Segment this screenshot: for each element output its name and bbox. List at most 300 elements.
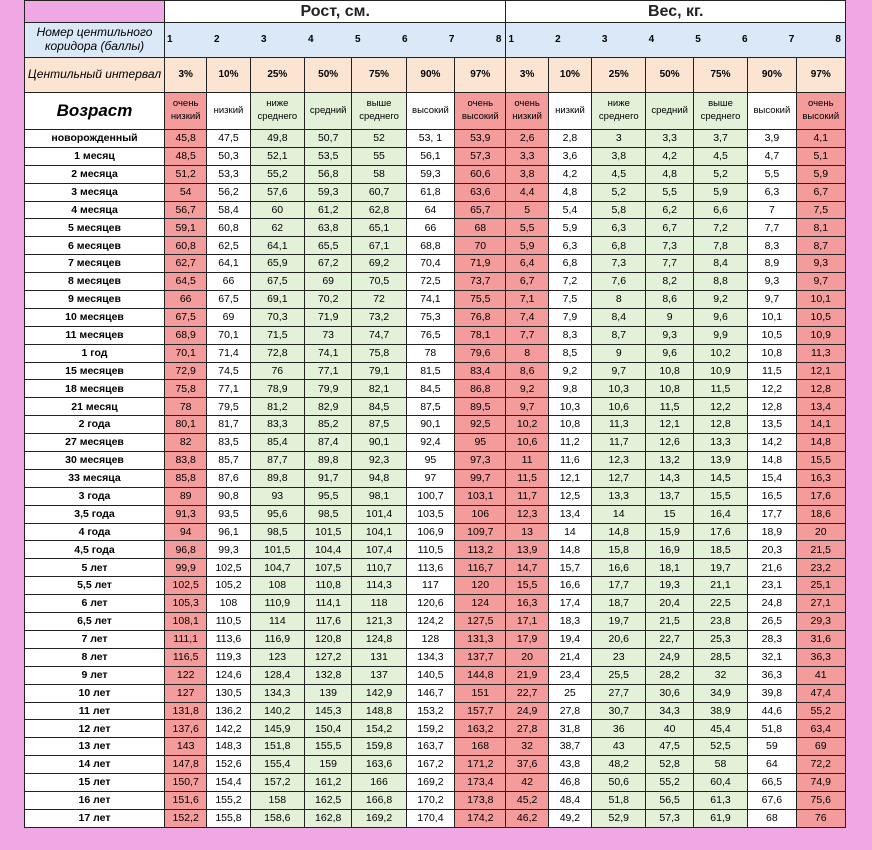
weight-value: 8,1 [796, 219, 845, 237]
weight-value: 7,2 [693, 219, 747, 237]
height-value: 71,5 [250, 326, 304, 344]
weight-value: 32 [506, 738, 548, 756]
weight-value: 6,4 [506, 255, 548, 273]
height-value: 59,3 [305, 183, 352, 201]
height-value: 104,1 [352, 523, 406, 541]
weight-value: 7,3 [592, 255, 646, 273]
height-value: 72,5 [406, 273, 454, 291]
height-value: 66 [165, 291, 207, 309]
weight-value: 11,6 [548, 452, 591, 470]
weight-value: 8 [506, 344, 548, 362]
table-row [25, 308, 846, 326]
percentile-header: 10% [548, 58, 591, 93]
weight-value: 3,7 [693, 130, 747, 148]
descriptor-cell: высокий [748, 93, 796, 130]
weight-value: 24,9 [646, 648, 693, 666]
weight-value: 4,2 [646, 147, 693, 165]
descriptor-cell: средний [305, 93, 352, 130]
weight-value: 3,9 [748, 130, 796, 148]
height-value: 163,6 [352, 756, 406, 774]
weight-value: 67,6 [748, 791, 796, 809]
weight-value: 13 [506, 523, 548, 541]
height-value: 102,5 [207, 559, 250, 577]
height-value: 76 [250, 362, 304, 380]
age-cell: 8 лет [25, 648, 165, 666]
height-value: 92,5 [455, 416, 506, 434]
weight-value: 14,7 [506, 559, 548, 577]
age-cell: 30 месяцев [25, 452, 165, 470]
weight-value: 14,8 [748, 452, 796, 470]
height-value: 74,7 [352, 326, 406, 344]
table-row [25, 362, 846, 380]
weight-value: 5,1 [796, 147, 845, 165]
height-value: 107,4 [352, 541, 406, 559]
weight-value: 38,7 [548, 738, 591, 756]
age-cell: 27 месяцев [25, 434, 165, 452]
table-row [25, 541, 846, 559]
corridor-number: 6 [401, 34, 408, 45]
table-row [25, 595, 846, 613]
weight-value: 9,6 [646, 344, 693, 362]
descriptor-cell: выше среднего [693, 93, 747, 130]
weight-value: 8,7 [796, 237, 845, 255]
weight-value: 4,5 [693, 147, 747, 165]
weight-value: 74,9 [796, 774, 845, 792]
corridor-number: 4 [307, 34, 314, 45]
height-value: 137,7 [455, 648, 506, 666]
weight-value: 13,7 [646, 487, 693, 505]
table-row [25, 774, 846, 792]
weight-value: 9,2 [506, 380, 548, 398]
height-corridor-numbers [165, 23, 506, 58]
height-value: 79,9 [305, 380, 352, 398]
height-value: 162,5 [305, 791, 352, 809]
table-row [25, 147, 846, 165]
height-value: 159,2 [406, 720, 454, 738]
height-value: 61,2 [305, 201, 352, 219]
height-value: 153,2 [406, 702, 454, 720]
weight-value: 11,3 [796, 344, 845, 362]
weight-value: 45,2 [506, 791, 548, 809]
weight-value: 75,6 [796, 791, 845, 809]
weight-value: 4,1 [796, 130, 845, 148]
height-value: 82 [165, 434, 207, 452]
height-value: 170,2 [406, 791, 454, 809]
height-value: 62,5 [207, 237, 250, 255]
weight-value: 12,3 [592, 452, 646, 470]
height-value: 93,5 [207, 505, 250, 523]
height-value: 111,1 [165, 630, 207, 648]
weight-value: 12,1 [646, 416, 693, 434]
percentile-header: 75% [352, 58, 406, 93]
weight-value: 18,9 [748, 523, 796, 541]
table-row [25, 344, 846, 362]
height-value: 107,5 [305, 559, 352, 577]
weight-value: 7,2 [548, 273, 591, 291]
weight-corridor-numbers [506, 23, 846, 58]
weight-value: 21,5 [646, 613, 693, 631]
weight-value: 8,6 [506, 362, 548, 380]
height-value: 72 [352, 291, 406, 309]
weight-value: 7,3 [646, 237, 693, 255]
table-row [25, 452, 846, 470]
weight-value: 34,9 [693, 684, 747, 702]
height-value: 94,8 [352, 469, 406, 487]
height-value: 63,8 [305, 219, 352, 237]
weight-value: 46,8 [548, 774, 591, 792]
height-value: 53,3 [207, 165, 250, 183]
height-value: 89,8 [250, 469, 304, 487]
height-value: 71,4 [207, 344, 250, 362]
height-value: 104,7 [250, 559, 304, 577]
weight-value: 51,8 [592, 791, 646, 809]
percentile-header: 50% [646, 58, 693, 93]
height-value: 150,7 [165, 774, 207, 792]
height-value: 169,2 [352, 809, 406, 827]
weight-value: 13,5 [748, 416, 796, 434]
weight-value: 20,4 [646, 595, 693, 613]
corridor-number: 7 [448, 34, 455, 45]
height-value: 100,7 [406, 487, 454, 505]
weight-value: 49,2 [548, 809, 591, 827]
weight-value: 59 [748, 738, 796, 756]
height-value: 69 [305, 273, 352, 291]
height-value: 53,5 [305, 147, 352, 165]
height-value: 72,9 [165, 362, 207, 380]
weight-value: 4,4 [506, 183, 548, 201]
weight-value: 15,8 [592, 541, 646, 559]
height-value: 155,4 [250, 756, 304, 774]
table-row [25, 577, 846, 595]
height-value: 65,9 [250, 255, 304, 273]
age-cell: 2 месяца [25, 165, 165, 183]
height-value: 116,7 [455, 559, 506, 577]
height-value: 102,5 [165, 577, 207, 595]
descriptor-cell: очень низкий [165, 93, 207, 130]
height-value: 70,4 [406, 255, 454, 273]
table-row [25, 809, 846, 827]
weight-value: 3,8 [592, 147, 646, 165]
weight-value: 28,3 [748, 630, 796, 648]
descriptor-cell: очень низкий [506, 93, 548, 130]
corridor-label: Номер центильного коридора (баллы) [25, 23, 165, 58]
weight-value: 15,9 [646, 523, 693, 541]
weight-value: 20 [796, 523, 845, 541]
height-value: 151 [455, 684, 506, 702]
weight-value: 8,2 [646, 273, 693, 291]
percentile-header: 25% [592, 58, 646, 93]
weight-value: 14,8 [548, 541, 591, 559]
height-value: 142,9 [352, 684, 406, 702]
percentile-header: 10% [207, 58, 250, 93]
height-value: 67,5 [207, 291, 250, 309]
weight-value: 14,1 [796, 416, 845, 434]
height-value: 142,2 [207, 720, 250, 738]
age-cell: 2 года [25, 416, 165, 434]
weight-value: 5,9 [693, 183, 747, 201]
percentile-header: 25% [250, 58, 304, 93]
height-value: 146,7 [406, 684, 454, 702]
weight-value: 43,8 [548, 756, 591, 774]
weight-value: 10,1 [796, 291, 845, 309]
weight-value: 15,4 [748, 469, 796, 487]
weight-value: 9 [592, 344, 646, 362]
height-value: 55 [352, 147, 406, 165]
table-row [25, 720, 846, 738]
corridor-number: 8 [835, 34, 841, 45]
height-value: 101,4 [352, 505, 406, 523]
weight-value: 24,8 [748, 595, 796, 613]
weight-value: 14,8 [796, 434, 845, 452]
weight-value: 10,6 [592, 398, 646, 416]
height-value: 157,7 [455, 702, 506, 720]
height-value: 154,4 [207, 774, 250, 792]
weight-value: 55,2 [796, 702, 845, 720]
height-value: 151,6 [165, 791, 207, 809]
weight-value: 7,7 [748, 219, 796, 237]
table-row [25, 380, 846, 398]
height-value: 54 [165, 183, 207, 201]
table-row [25, 630, 846, 648]
height-value: 93 [250, 487, 304, 505]
height-value: 65,7 [455, 201, 506, 219]
weight-value: 29,3 [796, 613, 845, 631]
table-row [25, 165, 846, 183]
age-cell: 16 лет [25, 791, 165, 809]
weight-value: 17,9 [506, 630, 548, 648]
height-value: 101,5 [305, 523, 352, 541]
weight-value: 47,5 [646, 738, 693, 756]
table-row [25, 416, 846, 434]
weight-value: 7,6 [592, 273, 646, 291]
height-value: 89,5 [455, 398, 506, 416]
weight-value: 6,3 [548, 237, 591, 255]
height-value: 79,6 [455, 344, 506, 362]
weight-value: 36,3 [796, 648, 845, 666]
weight-value: 10,5 [796, 308, 845, 326]
age-cell: 7 лет [25, 630, 165, 648]
weight-value: 45,4 [693, 720, 747, 738]
height-value: 60,8 [165, 237, 207, 255]
weight-value: 32,1 [748, 648, 796, 666]
height-value: 97 [406, 469, 454, 487]
weight-value: 5,5 [646, 183, 693, 201]
height-value: 62 [250, 219, 304, 237]
weight-value: 57,3 [646, 809, 693, 827]
weight-value: 64 [748, 756, 796, 774]
corridor-number: 3 [601, 34, 608, 45]
weight-value: 26,5 [748, 613, 796, 631]
height-value: 96,1 [207, 523, 250, 541]
weight-value: 10,9 [796, 326, 845, 344]
weight-value: 13,3 [693, 434, 747, 452]
age-cell: 17 лет [25, 809, 165, 827]
height-value: 127 [165, 684, 207, 702]
weight-value: 7,5 [796, 201, 845, 219]
height-value: 148,3 [207, 738, 250, 756]
height-value: 95,6 [250, 505, 304, 523]
height-value: 159,8 [352, 738, 406, 756]
height-value: 58,4 [207, 201, 250, 219]
age-cell: 6 лет [25, 595, 165, 613]
age-cell: 7 месяцев [25, 255, 165, 273]
weight-value: 9,7 [748, 291, 796, 309]
height-value: 95,5 [305, 487, 352, 505]
height-value: 127,2 [305, 648, 352, 666]
height-value: 174,2 [455, 809, 506, 827]
height-value: 58 [352, 165, 406, 183]
height-value: 163,7 [406, 738, 454, 756]
height-value: 173,4 [455, 774, 506, 792]
age-cell: 5,5 лет [25, 577, 165, 595]
height-value: 77,1 [305, 362, 352, 380]
table-row [25, 237, 846, 255]
weight-value: 13,9 [693, 452, 747, 470]
height-value: 56,1 [406, 147, 454, 165]
descriptor-cell: средний [646, 93, 693, 130]
age-cell: 3 года [25, 487, 165, 505]
weight-value: 52,5 [693, 738, 747, 756]
weight-value: 19,7 [592, 613, 646, 631]
weight-value: 47,4 [796, 684, 845, 702]
weight-value: 63,4 [796, 720, 845, 738]
height-value: 57,6 [250, 183, 304, 201]
age-cell: 3 месяца [25, 183, 165, 201]
height-value: 96,8 [165, 541, 207, 559]
weight-value: 7,4 [506, 308, 548, 326]
weight-value: 20,3 [748, 541, 796, 559]
weight-value: 46,2 [506, 809, 548, 827]
weight-value: 9,2 [548, 362, 591, 380]
weight-value: 13,3 [592, 487, 646, 505]
weight-value: 24,9 [506, 702, 548, 720]
height-value: 144,8 [455, 666, 506, 684]
weight-value: 7,5 [548, 291, 591, 309]
height-value: 50,3 [207, 147, 250, 165]
height-value: 116,9 [250, 630, 304, 648]
weight-value: 15,5 [796, 452, 845, 470]
weight-value: 31,8 [548, 720, 591, 738]
weight-value: 3,8 [506, 165, 548, 183]
height-value: 70,1 [207, 326, 250, 344]
weight-value: 22,5 [693, 595, 747, 613]
weight-value: 10,5 [748, 326, 796, 344]
height-value: 87,4 [305, 434, 352, 452]
height-value: 83,8 [165, 452, 207, 470]
weight-value: 6,3 [592, 219, 646, 237]
weight-value: 61,3 [693, 791, 747, 809]
weight-value: 15,5 [506, 577, 548, 595]
corridor-number: 3 [260, 34, 267, 45]
height-value: 154,2 [352, 720, 406, 738]
weight-value: 16,9 [646, 541, 693, 559]
weight-value: 12,2 [693, 398, 747, 416]
weight-value: 12,7 [592, 469, 646, 487]
percentile-header: 90% [406, 58, 454, 93]
height-value: 163,2 [455, 720, 506, 738]
percentile-header: 97% [455, 58, 506, 93]
weight-value: 18,3 [548, 613, 591, 631]
weight-value: 12,1 [548, 469, 591, 487]
height-value: 90,8 [207, 487, 250, 505]
height-value: 132,8 [305, 666, 352, 684]
height-value: 95 [406, 452, 454, 470]
table-row [25, 398, 846, 416]
age-cell: 6,5 лет [25, 613, 165, 631]
height-value: 110,5 [406, 541, 454, 559]
height-value: 68,9 [165, 326, 207, 344]
table-row [25, 183, 846, 201]
height-value: 128 [406, 630, 454, 648]
weight-value: 32 [693, 666, 747, 684]
height-value: 51,2 [165, 165, 207, 183]
weight-value: 17,1 [506, 613, 548, 631]
height-value: 75,8 [352, 344, 406, 362]
weight-value: 31,6 [796, 630, 845, 648]
weight-value: 5,9 [548, 219, 591, 237]
weight-value: 21,4 [548, 648, 591, 666]
height-value: 92,3 [352, 452, 406, 470]
corridor-number: 1 [508, 34, 515, 45]
table-row [25, 273, 846, 291]
weight-value: 2,8 [548, 130, 591, 148]
weight-value: 11 [506, 452, 548, 470]
age-header: Возраст [25, 93, 165, 130]
weight-value: 8 [592, 291, 646, 309]
descriptor-cell: ниже среднего [592, 93, 646, 130]
descriptor-cell: очень высокий [455, 93, 506, 130]
height-value: 114,3 [352, 577, 406, 595]
descriptor-cell: низкий [207, 93, 250, 130]
weight-value: 23,2 [796, 559, 845, 577]
weight-value: 11,5 [748, 362, 796, 380]
weight-value: 12,8 [796, 380, 845, 398]
height-value: 137 [352, 666, 406, 684]
weight-value: 28,2 [646, 666, 693, 684]
height-value: 110,9 [250, 595, 304, 613]
height-value: 159 [305, 756, 352, 774]
height-value: 75,5 [455, 291, 506, 309]
centile-table-wrap [24, 0, 846, 833]
height-value: 91,3 [165, 505, 207, 523]
weight-value: 19,7 [693, 559, 747, 577]
weight-value: 16,3 [796, 469, 845, 487]
height-value: 60,7 [352, 183, 406, 201]
height-value: 60 [250, 201, 304, 219]
height-value: 56,8 [305, 165, 352, 183]
height-value: 120 [455, 577, 506, 595]
height-value: 123 [250, 648, 304, 666]
height-value: 49,8 [250, 130, 304, 148]
weight-value: 11,3 [592, 416, 646, 434]
weight-value: 3,3 [506, 147, 548, 165]
weight-value: 40 [646, 720, 693, 738]
weight-value: 10,9 [693, 362, 747, 380]
height-value: 75,8 [165, 380, 207, 398]
weight-value: 15 [646, 505, 693, 523]
weight-value: 17,6 [796, 487, 845, 505]
weight-value: 10,2 [693, 344, 747, 362]
height-value: 157,2 [250, 774, 304, 792]
height-value: 67,5 [250, 273, 304, 291]
weight-value: 55,2 [646, 774, 693, 792]
height-value: 140,5 [406, 666, 454, 684]
height-value: 74,1 [305, 344, 352, 362]
height-value: 64 [406, 201, 454, 219]
weight-value: 5,9 [506, 237, 548, 255]
table-row [25, 130, 846, 148]
height-value: 60,6 [455, 165, 506, 183]
